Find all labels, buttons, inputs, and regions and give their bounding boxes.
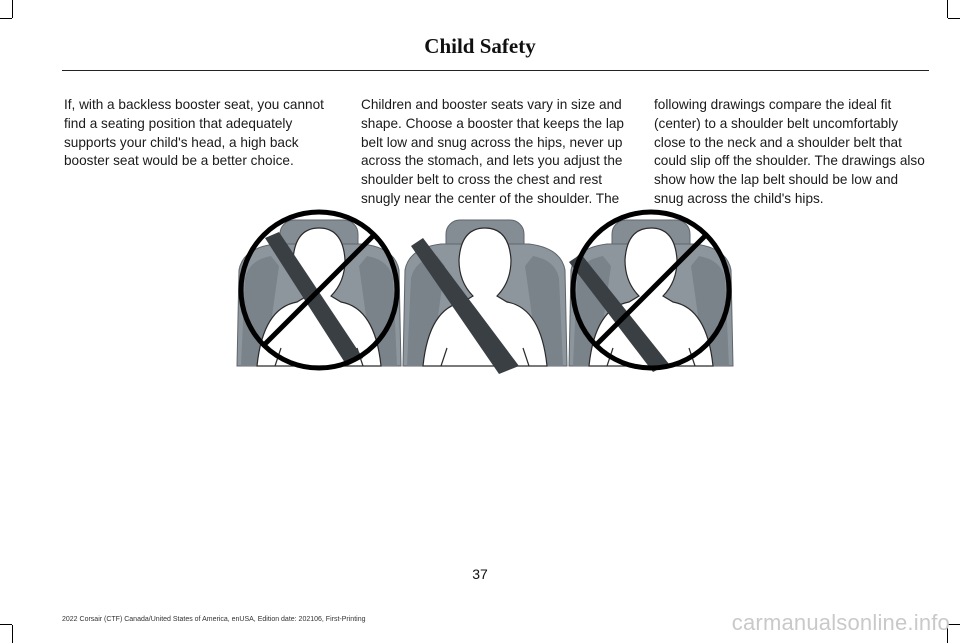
text-column-2: Children and booster seats vary in size and shape. Choose a booster that keeps the lap belt low and snug across the hips, never up across the stomach, and lets you adjust the shoulder belt to cross the chest and rest snugly near the center of the shoulder. The: [361, 97, 624, 206]
page-number: 37: [472, 566, 488, 582]
seat-belt-fit-illustration: [225, 200, 745, 380]
belt-off-shoulder-icon: [569, 212, 733, 372]
watermark: carmanualsonline.info: [731, 610, 950, 635]
edition-footer: 2022 Corsair (CTF) Canada/United States of America, enUSA, Edition date: 202106, First-Printing: [62, 616, 366, 623]
crop-mark: [12, 625, 13, 643]
text-column-3: following drawings compare the ideal fit (center) to a shoulder belt uncomfortably close to the neck and a shoulder belt that could slip off the shoulder. The drawings also show how the lap belt should be low and snug across the child's hips.: [654, 97, 925, 206]
page-title: Child Safety: [424, 34, 536, 58]
text-column-1: If, with a backless booster seat, you cannot find a seating position that adequately supports your child's head, a high back booster seat would be a better choice.: [64, 97, 324, 169]
belt-correct-fit-icon: [403, 220, 567, 374]
crop-mark: [12, 0, 13, 18]
crop-mark: [0, 624, 12, 625]
crop-mark: [0, 18, 12, 19]
belt-too-close-to-neck-icon: [237, 212, 401, 368]
crop-mark: [947, 0, 948, 18]
header-divider: [62, 70, 929, 71]
crop-mark: [948, 18, 960, 19]
